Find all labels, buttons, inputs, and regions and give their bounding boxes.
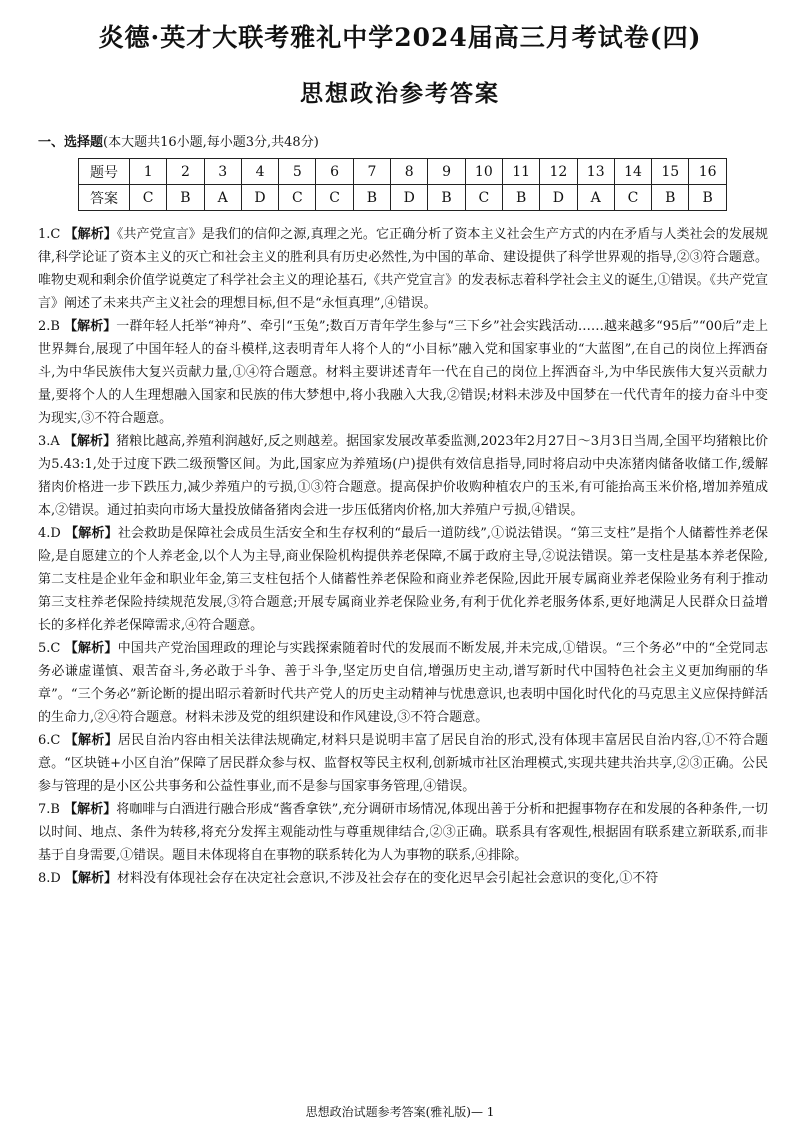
row-label-number: 题号	[79, 159, 130, 185]
section-heading	[38, 131, 319, 150]
item-tag: 【解析】	[64, 733, 118, 748]
table-cell-answer: D	[391, 185, 428, 211]
item-text: 猪粮比越高,养殖利润越好,反之则越差。据国家发展改革委监测,2023年2月27日～3月3日当周,全国平均猪粮比价为5.43:1,处于过度下跌二级预警区间。为此,国家应为养殖场(户)提供有效信息指导,同时将启动中央冻猪肉储备收储工作,缓解猪肉价格进一步下跌压力,减少养殖户的亏损,①③符合题意。提高保护价收购种植农户的玉米,有可能抬高玉米价格,增加养殖成本,②错误。通过拍卖向市场大量投放储备猪肉会进一步压低猪肉价格,加大养殖户亏损,④错误。	[38, 434, 768, 518]
table-cell-number: 7	[353, 159, 390, 185]
item-number: 1.C	[38, 227, 61, 242]
analysis-item	[38, 430, 768, 522]
table-cell-number: 11	[502, 159, 539, 185]
table-cell-answer: B	[428, 185, 465, 211]
table-cell-number: 4	[241, 159, 278, 185]
analysis-item	[38, 637, 768, 729]
table-cell-answer: C	[614, 185, 651, 211]
analysis-item	[38, 223, 768, 315]
answer-table-number-row	[79, 159, 727, 185]
item-number: 6.C	[38, 733, 61, 748]
table-cell-answer: C	[316, 185, 353, 211]
item-number: 7.B	[38, 802, 60, 817]
analysis-item	[38, 798, 768, 867]
table-cell-number: 10	[465, 159, 502, 185]
item-text: 材料没有体现社会存在决定社会意识,不涉及社会存在的变化迟早会引起社会意识的变化,①不符	[116, 871, 659, 886]
page-footer: 思想政治试题参考答案(雅礼版)— 1	[305, 1105, 495, 1119]
item-tag: 【解析】	[64, 871, 117, 886]
table-cell-answer: D	[241, 185, 278, 211]
analysis-list	[38, 223, 768, 890]
item-text: 将咖啡与白酒进行融合形成“酱香拿铁”,充分调研市场情况,体现出善于分析和把握事物存在和发展的各种条件,一切以时间、地点、条件为转移,将充分发挥主观能动性与尊重规律结合,②③正确。联系具有客观性,根据固有联系建立新联系,而非基于自身需要,①错误。题目未体现将自在事物的联系转化为人为事物的联系,④排除。	[38, 802, 768, 863]
item-number: 5.C	[38, 641, 61, 656]
table-cell-number: 9	[428, 159, 465, 185]
table-cell-answer: B	[689, 185, 726, 211]
item-text: 中国共产党治国理政的理论与实践探索随着时代的发展而不断发展,并未完成,①错误。“三个务必”中的“全党同志务必谦虚谨慎、艰苦奋斗,务必敢于斗争、善于斗争,坚定历史自信,增强历史主动,谱写新时代中国特色社会主义更加绚丽的华章”。“三个务必”新论断的提出昭示着新时代共产党人的历史主动精神与忧患意识,也表明中国化时代化的马克思主义应保持鲜活的生命力,②④符合题意。材料未涉及党的组织建设和作风建设,③不符合题意。	[38, 641, 768, 725]
table-cell-answer: A	[204, 185, 241, 211]
table-cell-answer: C	[465, 185, 502, 211]
table-cell-number: 5	[279, 159, 316, 185]
answer-table-answer-row	[79, 185, 727, 211]
analysis-item	[38, 522, 768, 637]
table-cell-number: 8	[391, 159, 428, 185]
table-cell-number: 13	[577, 159, 614, 185]
item-text: 居民自治内容由相关法律法规确定,材料只是说明丰富了居民自治的形式,没有体现丰富居民自治内容,①不符合题意。“区块链+小区自治”保障了居民群众参与权、监督权等民主权利,创新城市社区治理模式,实现共建共治共享,②③正确。公民参与管理的是小区公共事务和公益性事业,而不是参与国家事务管理,④错误。	[38, 733, 768, 794]
item-number: 2.B	[38, 319, 60, 334]
analysis-item	[38, 729, 768, 798]
table-cell-number: 6	[316, 159, 353, 185]
page-title: 炎德·英才大联考雅礼中学2024届高三月考试卷(四)	[98, 23, 702, 52]
table-cell-answer: B	[502, 185, 539, 211]
item-tag: 【解析】	[64, 319, 117, 334]
item-tag: 【解析】	[63, 434, 117, 449]
table-cell-number: 16	[689, 159, 726, 185]
item-number: 8.D	[38, 871, 61, 886]
table-cell-number: 1	[130, 159, 167, 185]
item-text: 一群年轻人托举“神舟”、牵引“玉兔”;数百万青年学生参与“三下乡”社会实践活动……越来越多“95后”“00后”走上世界舞台,展现了中国年轻人的奋斗模样,这表明青年人将个人的“小目标”融入党和国家事业的“大蓝图”,在自己的岗位上挥洒奋斗,为中华民族伟大复兴贡献力量,①④符合题意。材料主要讲述青年一代在自己的岗位上挥洒奋斗,为中华民族伟大复兴贡献力量,要将个人的人生理想融入国家和民族的伟大梦想中,将小我融入大我,②错误;材料未涉及中国梦在一代代青年的接力奋斗中变为现实,③不符合题意。	[38, 319, 768, 426]
table-cell-number: 12	[540, 159, 577, 185]
page-subtitle: 思想政治参考答案	[300, 81, 500, 107]
table-cell-number: 3	[204, 159, 241, 185]
section-desc: (本大题共16小题,每小题3分,共48分)	[103, 135, 319, 150]
item-tag: 【解析】	[64, 802, 117, 817]
table-cell-number: 14	[614, 159, 651, 185]
item-tag: 【解析】	[64, 227, 117, 242]
table-cell-answer: C	[279, 185, 316, 211]
table-cell-number: 15	[652, 159, 689, 185]
table-cell-answer: A	[577, 185, 614, 211]
item-tag: 【解析】	[65, 526, 118, 541]
item-text: 《共产党宣言》是我们的信仰之源,真理之光。它正确分析了资本主义社会生产方式的内在矛盾与人类社会的发展规律,科学论证了资本主义的灭亡和社会主义的胜利具有历史必然性,为中国的革命、建设提供了科学世界观的指导,②③符合题意。唯物史观和剩余价值学说奠定了科学社会主义的理论基石,《共产党宣言》的发表标志着科学社会主义的诞生,①错误。《共产党宣言》阐述了未来共产主义社会的理想目标,但不是“永恒真理”,④错误。	[38, 227, 768, 311]
section-label: 一、选择题	[38, 135, 104, 150]
table-cell-number: 2	[167, 159, 204, 185]
item-number: 3.A	[38, 434, 60, 449]
table-cell-answer: B	[167, 185, 204, 211]
analysis-item	[38, 315, 768, 430]
item-text: 社会救助是保障社会成员生活安全和生存权利的“最后一道防线”,①说法错误。“第三支柱”是指个人储蓄性养老保险,是自愿建立的个人养老金,以个人为主导,商业保险机构提供养老保障,不属于政府主导,②说法错误。第一支柱是基本养老保险,第二支柱是企业年金和职业年金,第三支柱包括个人储蓄性养老保险和商业养老保险,因此开展专属商业养老保险业务有利于推动第三支柱养老保险持续规范发展,③符合题意;开展专属商业养老保险业务,有利于优化养老服务体系,更好地满足人民群众日益增长的多样化养老保障需求,④符合题意。	[38, 526, 768, 633]
analysis-item	[38, 867, 768, 890]
row-label-answer: 答案	[79, 185, 130, 211]
answer-table	[78, 158, 727, 211]
table-cell-answer: C	[130, 185, 167, 211]
item-tag: 【解析】	[64, 641, 118, 656]
table-cell-answer: D	[540, 185, 577, 211]
table-cell-answer: B	[353, 185, 390, 211]
table-cell-answer: B	[652, 185, 689, 211]
item-number: 4.D	[38, 526, 61, 541]
